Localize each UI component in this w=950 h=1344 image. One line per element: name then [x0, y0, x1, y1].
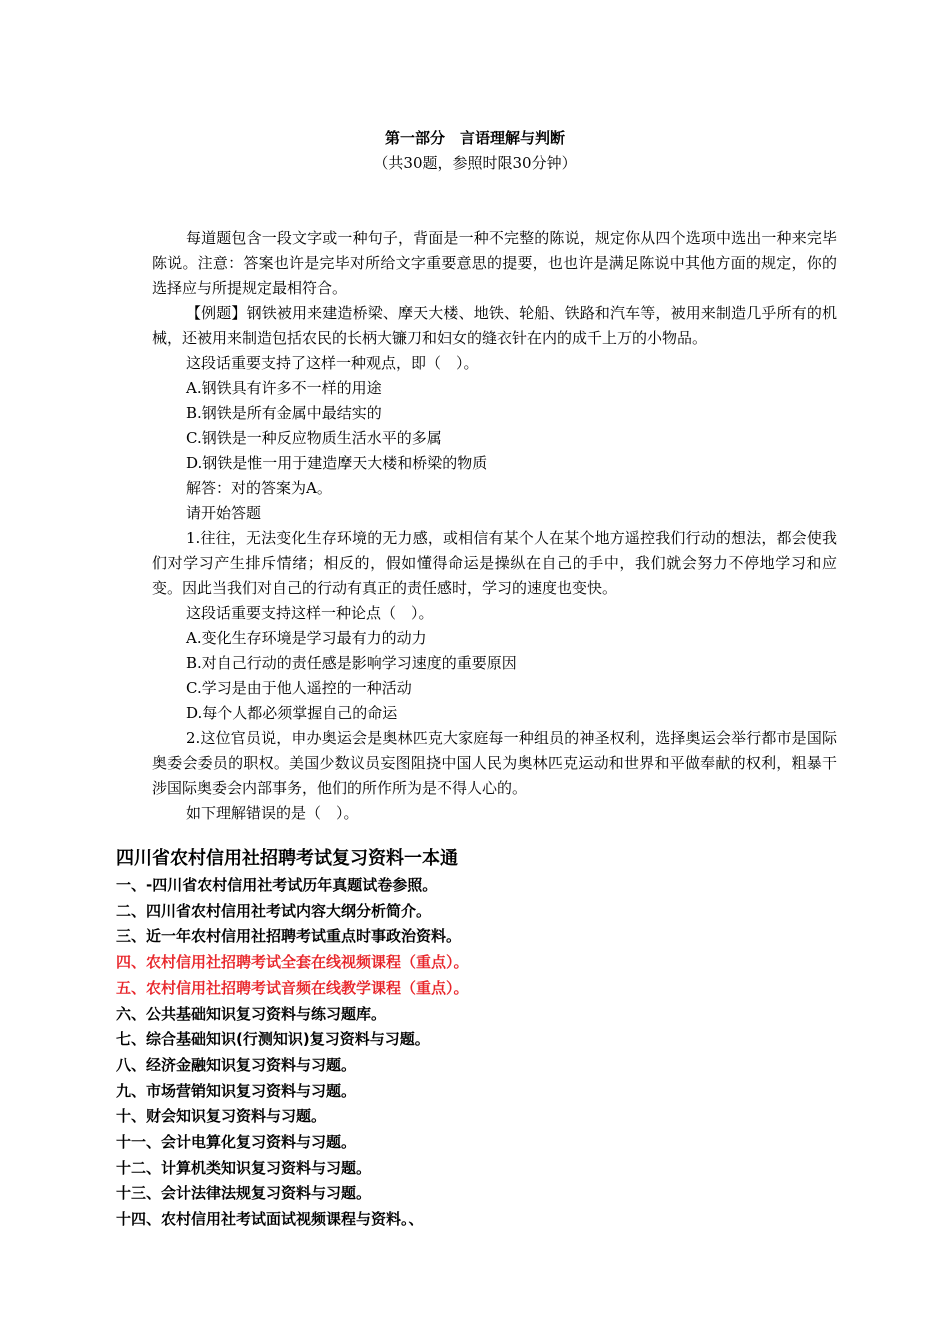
question-2-paragraph: 2.这位官员说，申办奥运会是奥林匹克大家庭每一种组员的神圣权利，选择奥运会举行都市是国际奥委会委员的职权。美国少数议员妄图阻挠中国人民为奥林匹克运动和世界和平做奉献的权利，粗暴干涉国际奥委会内部事务，他们的所作所为是不得人心的。 [152, 729, 837, 797]
instructions-paragraph: 每道题包含一段文字或一种句子，背面是一种不完整的陈说，规定你从四个选项中选出一种来完毕陈说。注意：答案也许是完毕对所给文字重要意思的提要，也也许是满足陈说中其他方面的规定，你的选择应与所提规定最相符合。 [152, 229, 837, 297]
promo-item: 十四、农村信用社考试面试视频课程与资料。、 [116, 1210, 424, 1229]
promo-item: 十一、会计电算化复习资料与习题。 [116, 1133, 357, 1152]
example-option-c: C.钢铁是一种反应物质生活水平的多属 [186, 429, 442, 447]
start-prompt: 请开始答题 [186, 504, 262, 522]
question-1-option-c: C.学习是由于他人遥控的一种活动 [186, 679, 412, 697]
promo-item-highlight: 四、农村信用社招聘考试全套在线视频课程（重点）。 [116, 953, 469, 972]
promo-item: 二、四川省农村信用社考试内容大纲分析简介。 [116, 901, 432, 920]
question-1-option-a: A.变化生存环境是学习最有力的动力 [186, 629, 427, 647]
promo-item: 九、市场营销知识复习资料与习题。 [116, 1081, 357, 1100]
example-question: 这段话重要支持了这样一种观点，即（ ）。 [186, 354, 479, 372]
question-2-prompt: 如下理解错误的是（ ）。 [186, 804, 359, 822]
question-1-paragraph: 1.往往，无法变化生存环境的无力感，或相信有某个人在某个地方遥控我们行动的想法，都会使我们对学习产生排斥情绪；相反的，假如懂得命运是操纵在自己的手中，我们就会努力不停地学习和应变。因此当我们对自己的行动有真正的责任感时，学习的速度也变快。 [152, 529, 837, 597]
promo-item: 一、-四川省农村信用社考试历年真题试卷参照。 [116, 876, 438, 894]
promo-title: 四川省农村信用社招聘考试复习资料一本通 [116, 848, 458, 869]
question-1-option-b: B.对自己行动的责任感是影响学习速度的重要原因 [186, 654, 517, 672]
example-option-a: A.钢铁具有许多不一样的用途 [186, 379, 382, 397]
example-answer: 解答：对的答案为A。 [186, 479, 332, 497]
example-option-b: B.钢铁是所有金属中最结实的 [186, 404, 382, 422]
promo-item: 八、经济金融知识复习资料与习题。 [116, 1055, 357, 1074]
question-1-prompt: 这段话重要支持这样一种论点（ ）。 [186, 604, 434, 622]
page-title: 第一部分 言语理解与判断 [384, 129, 565, 147]
promo-item: 三、近一年农村信用社招聘考试重点时事政治资料。 [116, 927, 462, 946]
promo-item: 六、公共基础知识复习资料与练习题库。 [116, 1004, 387, 1023]
promo-item: 十三、会计法律法规复习资料与习题。 [116, 1184, 372, 1203]
example-option-d: D.钢铁是惟一用于建造摩天大楼和桥梁的物质 [186, 454, 488, 472]
promo-item: 十二、计算机类知识复习资料与习题。 [116, 1158, 372, 1177]
promo-item-highlight: 五、农村信用社招聘考试音频在线教学课程（重点）。 [116, 978, 469, 997]
question-1-option-d: D.每个人都必须掌握自己的命运 [186, 704, 398, 722]
promo-list [116, 846, 876, 1233]
promo-item: 十、财会知识复习资料与习题。 [116, 1107, 327, 1126]
section-body [152, 226, 837, 826]
page-subtitle: （共30题，参照时限30分钟） [373, 154, 577, 172]
example-paragraph: 【例题】钢铁被用来建造桥梁、摩天大楼、地铁、轮船、铁路和汽车等，被用来制造几乎所有的机械，还被用来制造包括农民的长柄大镰刀和妇女的缝衣针在内的成千上万的小物品。 [152, 304, 837, 347]
promo-item: 七、综合基础知识(行测知识)复习资料与习题。 [116, 1030, 430, 1049]
